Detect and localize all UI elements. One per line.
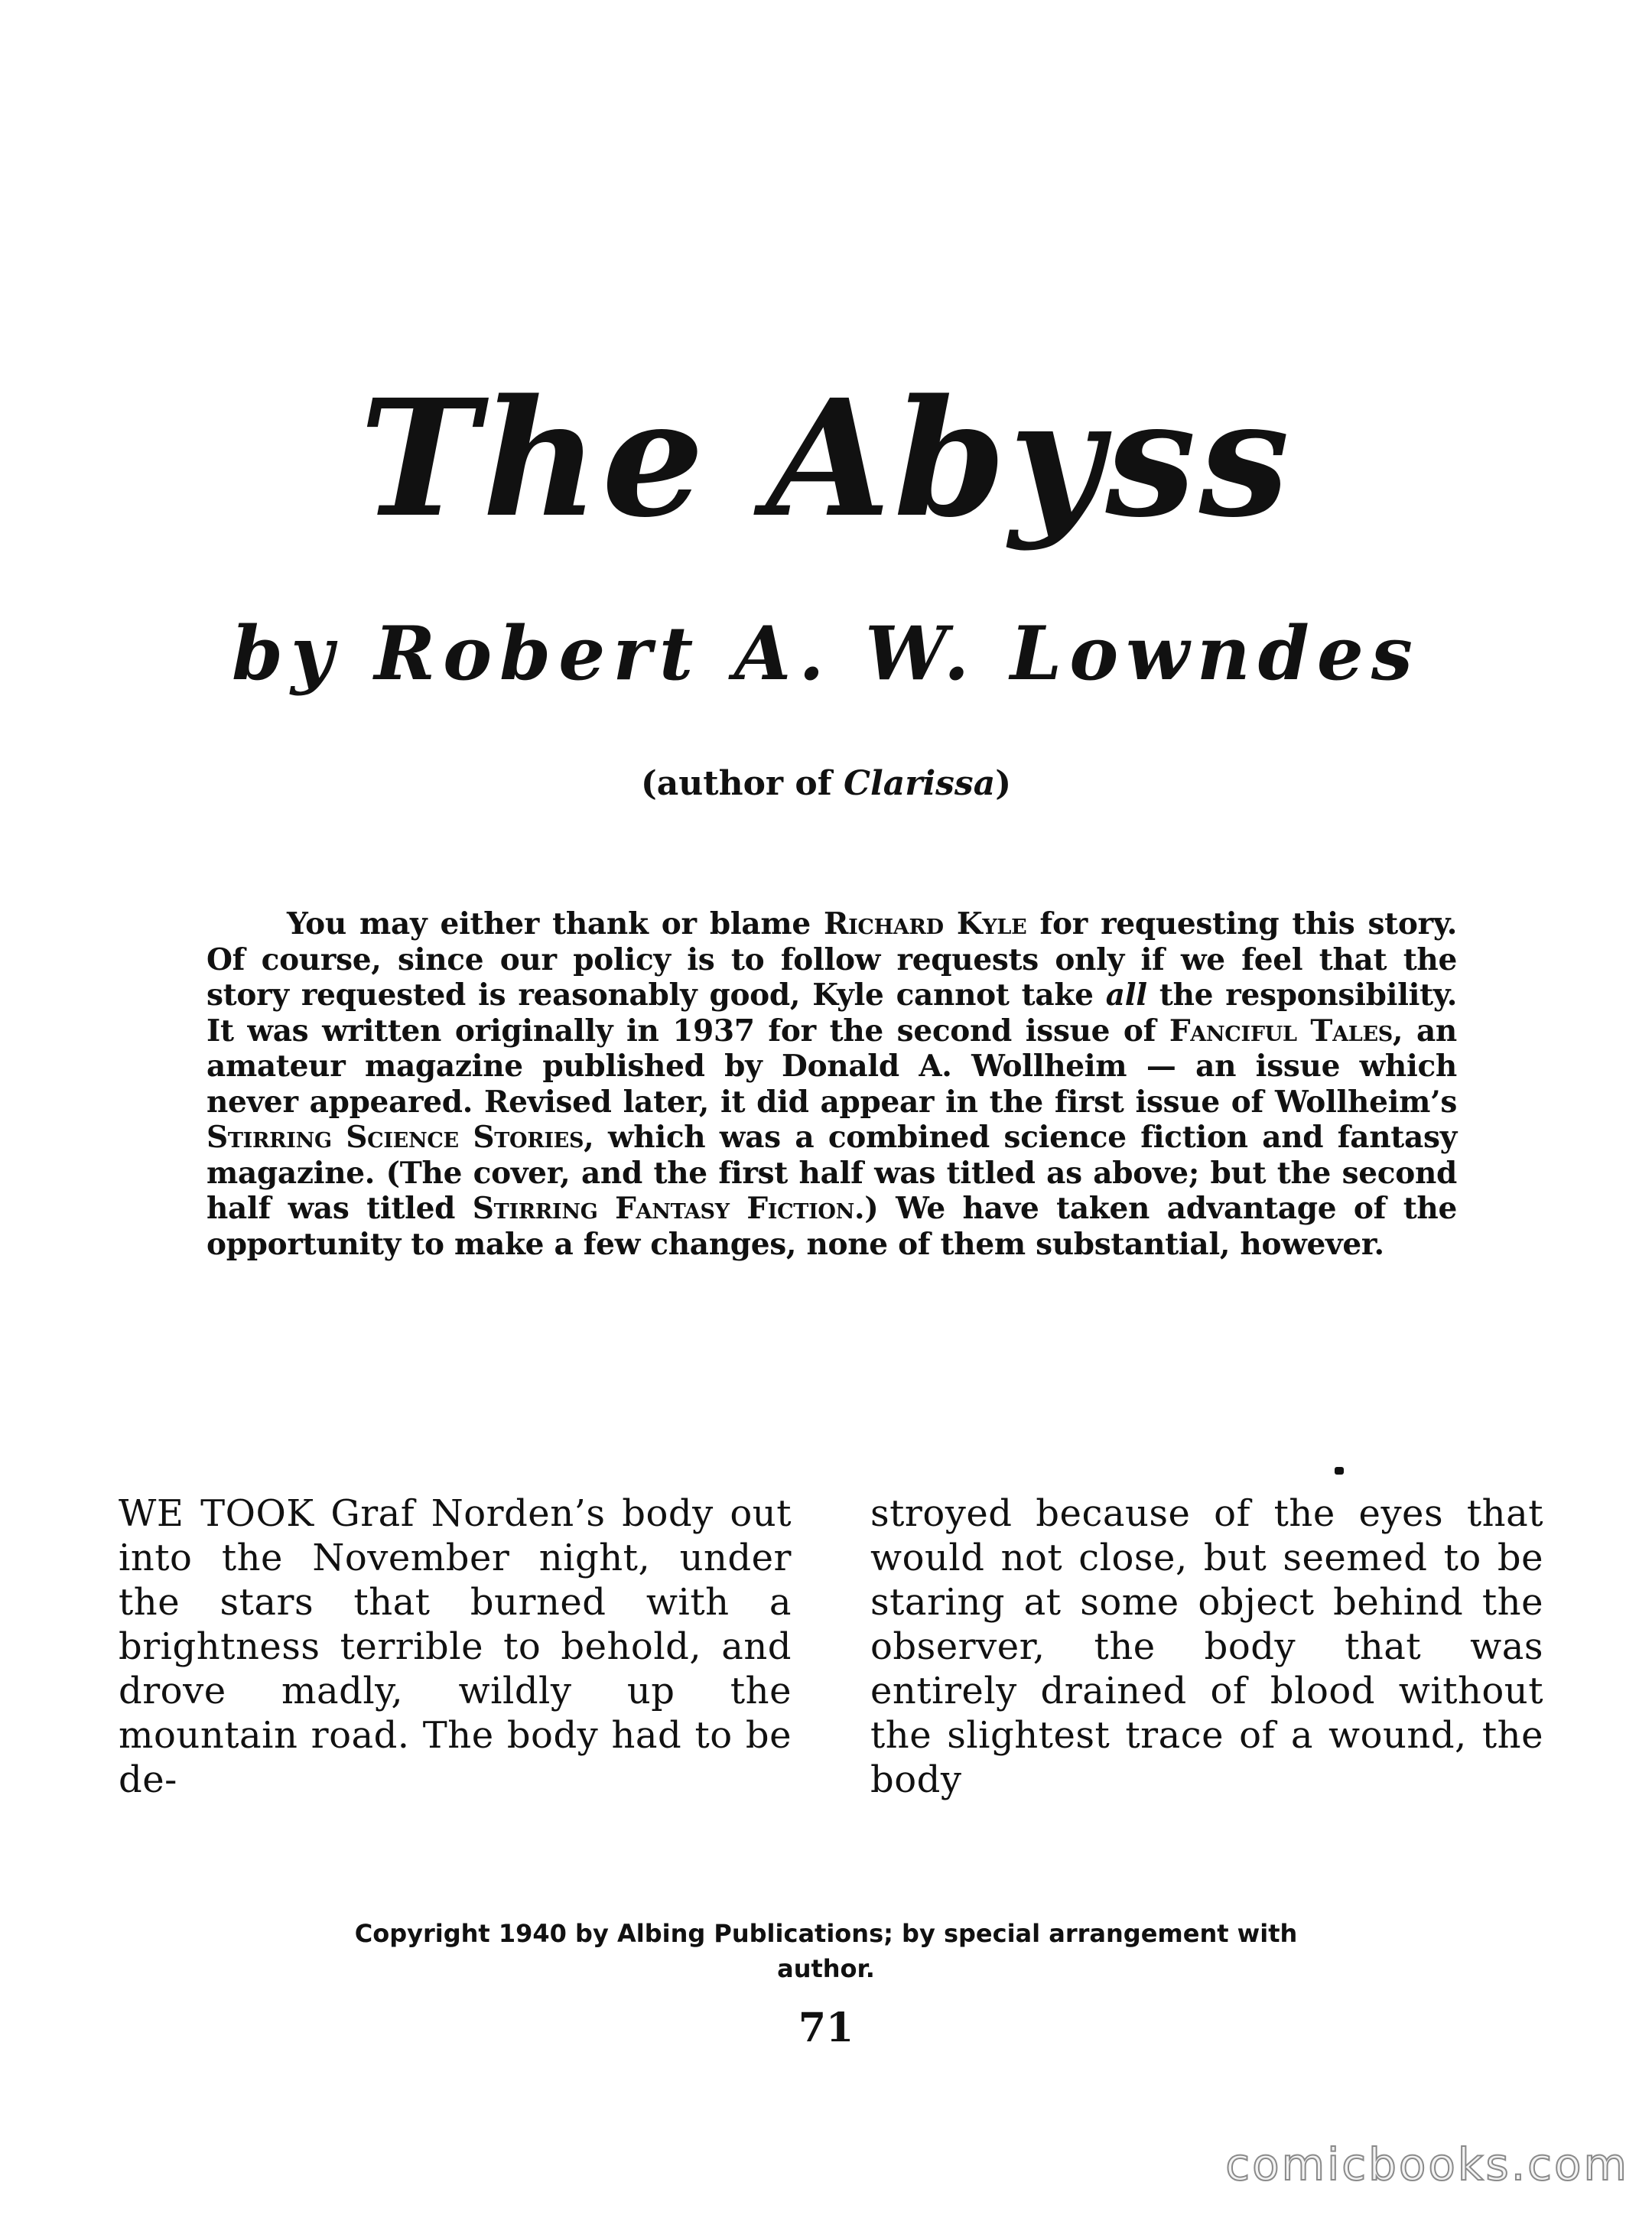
intro-text-3: the responsibility. It was written originally in 1937 for the second issue of (206, 977, 1457, 1049)
intro-magazine-stirring-science-stories: Stirring Science Stories (206, 1120, 584, 1155)
copyright-notice (0, 1916, 1652, 1986)
intro-emphasis-all: all (1105, 977, 1147, 1013)
intro-text-4: , an amateur magazine published by Donald A. Wollheim — an issue which never appeared. Revised later, it did appear in the first issue of Wollheim’s (206, 1013, 1457, 1120)
intro-magazine-fanciful-tales: Fanciful Tales (1169, 1013, 1393, 1049)
intro-text-1: You may either thank or blame (287, 906, 824, 942)
story-text-left: WE TOOK Graf Norden’s body out into the November night, under the stars that burned with a brightness terrible to behold, and drove madly, wildly up the mountain road. The body had to be de- (119, 1492, 792, 1801)
story-column-right (870, 1491, 1543, 1802)
copyright-line-1: Copyright 1940 by Albing Publications; by special arrangement with (354, 1919, 1298, 1948)
intro-text-2: for requesting this story. Of course, since our policy is to follow requests only if we feel that the story requested is reasonably good, Kyle cannot take (206, 906, 1457, 1013)
story-text-right: stroyed because of the eyes that would not close, but seemed to be staring at some object behind the observer, the body that was entirely drained of blood without the slightest trace of a wound, the body (870, 1492, 1543, 1801)
intro-magazine-stirring-fantasy-fiction: Stirring Fantasy Fiction. (472, 1191, 865, 1226)
story-column-left (119, 1491, 792, 1802)
ink-speck (1335, 1467, 1344, 1475)
story-title: The Abyss (359, 364, 1293, 553)
intro-name-richard-kyle: Richard Kyle (823, 906, 1027, 942)
author-note (0, 761, 1652, 807)
author-byline: by Robert A. W. Lowndes (232, 610, 1420, 697)
author-note-open: (author of (640, 764, 844, 803)
intro-text-6: ) We have taken advantage of the opportunity to make a few changes, none of them substantial, however. (206, 1191, 1457, 1262)
author-note-close: ) (995, 764, 1012, 803)
site-watermark: comicbooks.com (1225, 2138, 1629, 2190)
intro-text-5: , which was a combined science fiction and fantasy magazine. (The cover, and the first half was titled as above; but the second half was titled (206, 1120, 1457, 1226)
author-note-work: Clarissa (844, 764, 996, 803)
editorial-introduction (206, 906, 1457, 1262)
intro-paragraph (206, 906, 1457, 1262)
copyright-line-2: author. (777, 1954, 875, 1983)
page-number: 71 (798, 2005, 854, 2051)
